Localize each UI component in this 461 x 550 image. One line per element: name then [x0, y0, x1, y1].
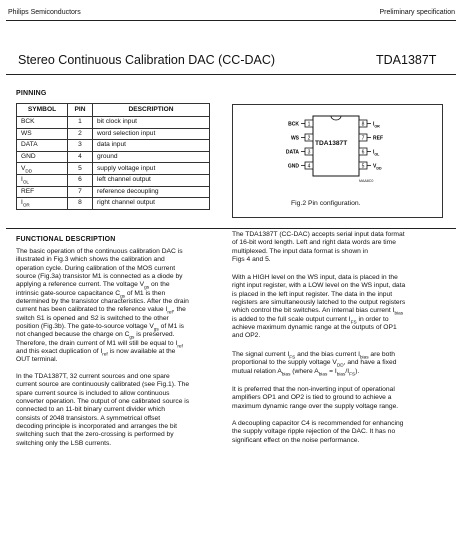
pin-description: reference decoupling: [93, 186, 210, 198]
column-header-symbol: SYMBOL: [17, 104, 68, 117]
functional-paragraph-1: [16, 248, 226, 365]
pin-number: 4: [68, 151, 93, 163]
pin-description: ground: [93, 151, 210, 163]
pin-description: word selection input: [93, 128, 210, 140]
paragraph-text: The signal current $I_{FS}$ and the bias current $I_{bias}$ are both proportional to the supply voltage $V_{DD}$, and have a fixed mutual relation $A_{bias}$ (where $A_{bias} = I_{bias}/I_{FS}$).: [232, 351, 397, 377]
pin-description: supply voltage input: [93, 163, 210, 175]
pin-name-label: REF: [373, 135, 383, 142]
pin-description: right channel output: [93, 198, 210, 210]
pin-symbol: BCK: [17, 117, 68, 129]
pin-symbol: $V_{DD}$: [17, 163, 68, 175]
right-paragraph-5: [232, 420, 454, 445]
pin-symbol: GND: [17, 151, 68, 163]
table-row: [17, 117, 210, 129]
pin-number: 8: [68, 198, 93, 210]
table-row: [17, 128, 210, 140]
functional-paragraph-2: [16, 373, 226, 448]
doc-title: Stereo Continuous Calibration DAC (CC-DAC): [18, 53, 276, 67]
pin-configuration-figure: [232, 104, 443, 218]
pin-number-label: 1: [307, 121, 311, 128]
pin-number-label: 7: [361, 135, 365, 142]
pin-number: 2: [68, 128, 93, 140]
pin-symbol: WS: [17, 128, 68, 140]
pin-description: left channel output: [93, 174, 210, 186]
chip-label: TDA1387T: [315, 140, 348, 147]
functional-heading: FUNCTIONAL DESCRIPTION: [16, 236, 116, 243]
pin-number-label: 4: [307, 163, 311, 170]
table-row: [17, 140, 210, 152]
pin-name-label: GND: [287, 163, 299, 170]
pin-symbol: $I_{OR}$: [17, 198, 68, 210]
pinning-heading: PINNING: [16, 90, 47, 97]
pin-symbol: REF: [17, 186, 68, 198]
paragraph-text: The TDA1387T (CC-DAC) accepts serial input data format of 16-bit word length. Left and right data words are time multiplexed. The input data format is shown in Figs 4 and 5.: [232, 231, 405, 264]
chip-notch: [331, 116, 341, 120]
column-header-description: DESCRIPTION: [93, 104, 210, 117]
pin-name-label: DATA: [285, 149, 299, 156]
pin-number-label: 6: [361, 149, 365, 156]
paragraph-text: The basic operation of the continuous calibration DAC is illustrated in Fig.3 which shows the calibration and operation cycle. During calibration of the MOS current source (Fig.3a) transistor M1 is connected as a diode by applying a reference current. The voltage $V_{gs}$ on the intrinsic gate-source capacitance $C_{gs}$ of M1 is then determined by the transistor characteristics. After the drain current has been calibrated to the reference value $I_{ref}$, the switch S1 is opened and S2 is switched to the other position (Fig.3b). The gate-to-source voltage $V_{gs}$ of M1 is not changed because the charge on $C_{gs}$ is preserved. Therefore, the drain current of M1 will still be equal to $I_{ref}$ and this exact duplication of $I_{ref}$ is now available at the OUT terminal.: [16, 248, 189, 364]
table-row: [17, 163, 210, 175]
part-number: TDA1387T: [376, 53, 437, 67]
pin-number: 1: [68, 117, 93, 129]
pin-number-label: 8: [361, 121, 365, 128]
pin-name-label: WS: [290, 135, 299, 142]
column-header-pin: PIN: [68, 104, 93, 117]
paragraph-text: It is preferred that the non-inverting input of operational amplifiers OP1 and OP2 is tied to ground to achieve a maximum dynamic range over the supply voltage range.: [232, 386, 399, 410]
pin-name-label: $V_{DD}$: [373, 163, 382, 171]
right-paragraph-3: [232, 351, 454, 376]
pin-name-label: $I_{OL}$: [373, 149, 380, 157]
figure-code: MAA8C0: [359, 179, 374, 183]
pin-number-label: 3: [307, 149, 311, 156]
title-rule: [6, 74, 456, 75]
table-row: [17, 186, 210, 198]
pin-description: data input: [93, 140, 210, 152]
pin-description: bit clock input: [93, 117, 210, 129]
header-status: Preliminary specification: [379, 9, 455, 16]
table-row: [17, 174, 210, 186]
pin-symbol: $I_{OL}$: [17, 174, 68, 186]
pin-name-label: BCK: [288, 121, 299, 128]
pin-number: 5: [68, 163, 93, 175]
section-rule: [6, 228, 456, 229]
right-paragraph-4: [232, 386, 454, 411]
table-row: [17, 151, 210, 163]
right-paragraph-2: [232, 274, 454, 341]
figure-caption: Fig.2 Pin configuration.: [291, 200, 361, 207]
pin-number-label: 2: [307, 135, 311, 142]
pin-number: 6: [68, 174, 93, 186]
pin-number: 3: [68, 140, 93, 152]
pin-number: 7: [68, 186, 93, 198]
header-rule: [6, 20, 456, 21]
paragraph-text: In the TDA1387T, 32 current sources and one spare current source are continuously calibrated (see Fig.1). The spare current source is included to allow continuous converter operation. The output of one calibrated source is connected to an 11-bit binary current divider which consists of 2048 transistors. A symmetrical offset decoding principle is incorporated and arranges the bit switching such that the zero-crossing is performed by switching only the LSB currents.: [16, 373, 190, 447]
right-paragraph-1: [232, 231, 454, 264]
header-company: Philips Semiconductors: [8, 9, 81, 16]
pin-symbol: DATA: [17, 140, 68, 152]
pin-number-label: 5: [361, 163, 365, 170]
paragraph-text: With a HIGH level on the WS input, data is placed in the right input register, with a LOW level on the WS input, data is placed in the left input register. The data in the input registers are simultaneously latched to the output registers which control the bit switches. An internal bias current $I_{bias}$ is added to the full scale output current $I_{FS}$ in order to achieve maximum dynamic range at the outputs of OP1 and OP2.: [232, 274, 406, 340]
paragraph-text: A decoupling capacitor C4 is recommended for enhancing the supply voltage ripple rejection of the DAC. It has no significant effect on the noise performance.: [232, 420, 404, 444]
pin-name-label: $I_{OR}$: [373, 121, 380, 129]
table-row: [17, 198, 210, 210]
pinning-table: [16, 103, 210, 210]
